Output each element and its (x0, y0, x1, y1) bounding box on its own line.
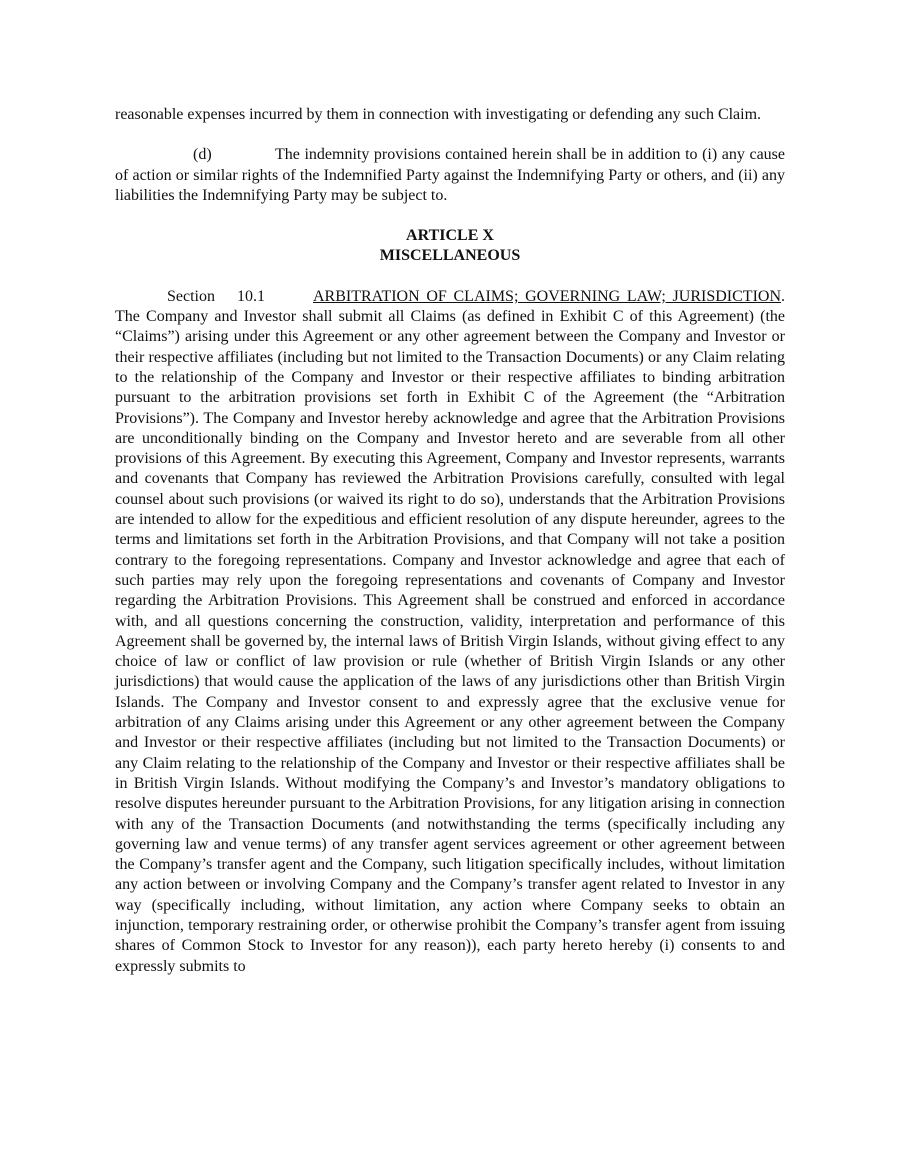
document-page (115, 105, 785, 977)
article-title: MISCELLANEOUS (379, 247, 521, 265)
section-10-1 (115, 287, 785, 977)
continuation-paragraph: reasonable expenses incurred by them in connection with investigating or defending any such Claim. (115, 106, 762, 123)
indemnity-paragraph-d (115, 145, 785, 206)
section-body: . The Company and Investor shall submit all Claims (as defined in Exhibit C of this Agreement) (the “Claims”) arising under this Agreement or any other agreement between the Company and Investor or their respective affiliates (including but not limited to the Transaction Documents) or any Claim relating to the relationship of the Company and Investor or their respective affiliates to binding arbitration pursuant to the arbitration provisions set forth in Exhibit C of the Agreement (the “Arbitration Provisions”). The Company and Investor hereby acknowledge and agree that the Arbitration Provisions are unconditionally binding on the Company and Investor hereto and are severable from all other provisions of this Agreement. By executing this Agreement, Company and Investor represents, warrants and covenants that Company has reviewed the Arbitration Provisions carefully, consulted with legal counsel about such provisions (or waived its right to do so), understands that the Arbitration Provisions are intended to allow for the expeditious and efficient resolution of any dispute hereunder, agrees to the terms and limitations set forth in the Arbitration Provisions, and that Company will not take a position contrary to the foregoing representations. Company and Investor acknowledge and agree that each of such parties may rely upon the foregoing representations and covenants of Company and Investor regarding the Arbitration Provisions. This Agreement shall be construed and enforced in accordance with, and all questions concerning the construction, validity, interpretation and performance of this Agreement shall be governed by, the internal laws of British Virgin Islands, without giving effect to any choice of law or conflict of law provision or rule (whether of British Virgin Islands or any other jurisdictions) that would cause the application of the laws of any jurisdictions other than British Virgin Islands. The Company and Investor consent to and expressly agree that the exclusive venue for arbitration of any Claims arising under this Agreement or any other agreement between the Company and Investor or their respective affiliates (including but not limited to the Transaction Documents) or any Claim relating to the relationship of the Company and Investor or their respective affiliates shall be in British Virgin Islands. Without modifying the Company’s and Investor’s mandatory obligations to resolve disputes hereunder pursuant to the Arbitration Provisions, for any litigation arising in connection with any of the Transaction Documents (and notwithstanding the terms (specifically including any governing law and venue terms) of any transfer agent services agreement or other agreement between the Company’s transfer agent and the Company, such litigation specifically includes, without limitation any action between or involving Company and the Company’s transfer agent related to Investor in any way (specifically including, without limitation, any action where Company seeks to obtain an injunction, temporary restraining order, or otherwise prohibit the Company’s transfer agent from issuing shares of Common Stock to Investor for any reason)), each party hereto hereby (i) consents to and expressly submits to (115, 287, 785, 975)
paragraph-d-text: The indemnity provisions contained herein shall be in addition to (i) any cause of action or similar rights of the Indemnified Party against the Indemnifying Party or others, and (ii) any liabilities the Indemnifying Party may be subject to. (115, 146, 785, 204)
section-label: Section (167, 287, 215, 305)
section-number: 10.1 (237, 287, 265, 305)
section-title: ARBITRATION OF CLAIMS; GOVERNING LAW; JURISDICTION (313, 287, 781, 305)
paragraph-d-label: (d) (193, 146, 212, 164)
article-number: ARTICLE X (406, 227, 494, 245)
article-heading (115, 226, 785, 267)
